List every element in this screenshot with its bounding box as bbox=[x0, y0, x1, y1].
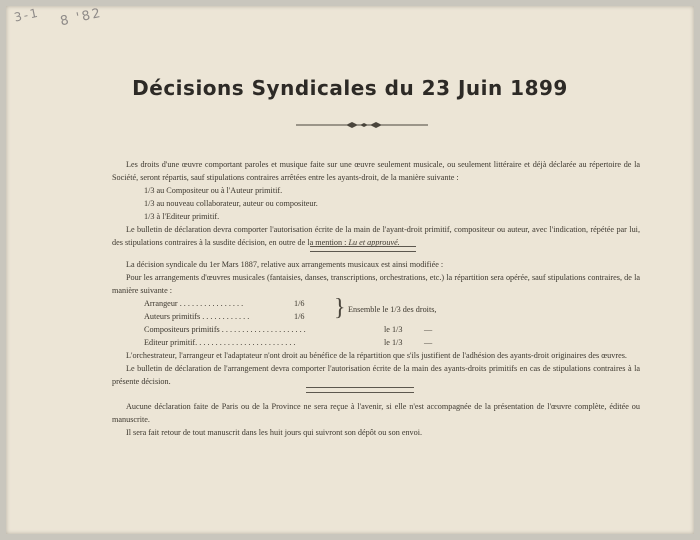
ornament-divider bbox=[296, 122, 428, 128]
share-name: Compositeurs primitifs . . . . . . . . . . . . . . . . . . . . . bbox=[144, 325, 306, 334]
share-name: Auteurs primitifs . . . . . . . . . . . . bbox=[144, 312, 250, 321]
share-value: 1/6 bbox=[294, 312, 305, 321]
table-row bbox=[112, 323, 640, 336]
section-2 bbox=[112, 258, 640, 388]
list-item: 1/3 au nouveau collaborateur, auteur ou compositeur. bbox=[144, 199, 318, 208]
shares-group bbox=[112, 297, 640, 323]
section-2-p1: La décision syndicale du 1er Mars 1887, relative aux arrangements musicaux est ainsi modifiée : bbox=[126, 260, 444, 269]
table-row bbox=[112, 336, 640, 349]
group-note: Ensemble le 1/3 des droits, bbox=[348, 305, 437, 314]
section-1 bbox=[112, 158, 640, 249]
section-2-p3: L'orchestrateur, l'arrangeur et l'adaptateur n'ont droit au bénéfice de la répartition que s'ils justifient de l'adhésion des ayants-droit originaires des œuvres. bbox=[126, 351, 627, 360]
list-item: 1/3 à l'Editeur primitif. bbox=[144, 212, 220, 221]
section-3-p1: Aucune déclaration faite de Paris ou de la Province ne sera reçue à l'avenir, si elle n'est accompagnée de la présentation de l'œuvre complète, éditée ou manuscrite. bbox=[112, 402, 640, 424]
section-1-closing: Le bulletin de déclaration devra comporter l'autorisation écrite de la main de l'ayant-droit primitif, compositeur ou auteur, avec l'indication, répétée par lui, des stipulations contraires à la susdite décision, en outre de la mention : Lu et approuvé. bbox=[112, 225, 640, 247]
section-2-p2: Pour les arrangements d'œuvres musicales (fantaisies, danses, transcriptions, orchestrations, etc.) la répartition sera opérée, sauf stipulations contraires, de la manière suivante : bbox=[112, 273, 640, 295]
pencil-note: 3-1 bbox=[12, 5, 41, 25]
section-3 bbox=[112, 400, 640, 439]
section-2-p4: Le bulletin de déclaration de l'arrangement devra comporter l'autorisation écrite de la main des ayants-droits primitifs en cas de stipulations contraires à la présente décision. bbox=[112, 364, 640, 386]
section-3-p2: Il sera fait retour de tout manuscrit dans les huit jours qui suivront son dépôt ou son envoi. bbox=[126, 428, 423, 437]
share-value: le 1/3 bbox=[384, 325, 403, 334]
share-dash: — bbox=[424, 338, 433, 347]
section-1-intro: Les droits d'une œuvre comportant paroles et musique faite sur une œuvre seulement musicale, ou seulement littéraire et déjà déclarée au répertoire de la Société, seront répartis, sauf stipulations contraires arrêtées entre les ayants-droit, de la manière suivante : bbox=[112, 160, 640, 182]
share-name: Editeur primitif. . . . . . . . . . . . . . . . . . . . . . . . . bbox=[144, 338, 296, 347]
page-title: Décisions Syndicales du 23 Juin 1899 bbox=[132, 76, 568, 100]
share-value: le 1/3 bbox=[384, 338, 403, 347]
share-dash: — bbox=[424, 325, 433, 334]
approved-mention: Lu et approuvé. bbox=[348, 238, 400, 247]
brace-mark: } bbox=[334, 295, 346, 321]
pencil-note: 8 '82 bbox=[58, 5, 104, 30]
share-name: Arrangeur . . . . . . . . . . . . . . . . bbox=[144, 299, 244, 308]
share-value: 1/6 bbox=[294, 299, 305, 308]
rule-divider bbox=[310, 246, 416, 252]
rule-divider bbox=[306, 387, 414, 393]
list-item: 1/3 au Compositeur ou à l'Auteur primitif. bbox=[144, 186, 283, 195]
